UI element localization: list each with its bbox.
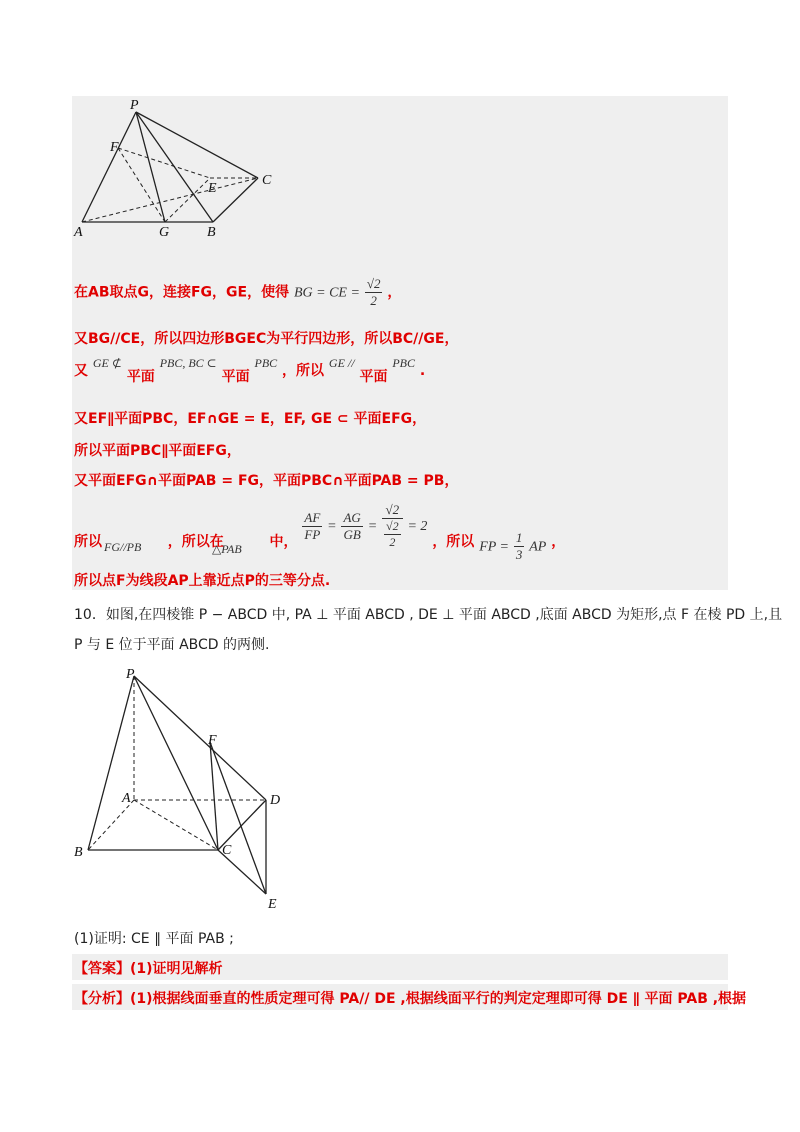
fig1-label-G: G (159, 225, 170, 240)
pyramid-figure-1 (72, 96, 332, 246)
question-part-1: (1)证明: CE ∥ 平面 PAB ; (74, 931, 234, 947)
pyramid-figure-2 (72, 664, 312, 914)
fig1-label-A: A (74, 225, 83, 240)
answer-text: 【答案】(1)证明见解析 (74, 961, 223, 977)
solution-step-6: 又平面EFG∩平面PAB = FG，平面PBC∩平面PAB = PB， (74, 473, 459, 489)
solution-step-5: 所以平面PBC∥平面EFG， (74, 443, 241, 459)
step7-sub-fg-pb: FG//PB (104, 540, 142, 554)
solution-step-4: 又EF∥平面PBC，EF∩GE = E，EF, GE ⊂ 平面EFG， (74, 411, 427, 427)
fig1-label-E: E (208, 181, 217, 196)
fig1-label-B: B (207, 225, 216, 240)
fig2-label-E: E (268, 897, 277, 912)
solution-step-3: 又 GE ⊄ 平面 PBC, BC ⊂ 平面 PBC ，所以 GE // 平面 PBC . (74, 356, 426, 385)
question-10-line-2: P 与 E 位于平面 ABCD 的两侧. (74, 637, 270, 653)
solution-step-7: 所以 ，所以在 中， $\frac{AF}{FP}$ = $\frac{AG}{GB}$ = $\frac{√2}{\frac{√2}{2}}$ = 2 ，所以 FP = $\frac{1}{3}$ AP ， (74, 502, 566, 562)
solution-step-1: 在AB取点G，连接FG，GE，使得 BG = CE = $\frac{√2}{2}$ ， (74, 276, 402, 308)
fig2-label-C: C (222, 843, 232, 858)
fig1-label-P: P (130, 98, 139, 113)
question-10-line-1: 10．如图,在四棱锥 P − ABCD 中, PA ⊥ 平面 ABCD , DE ⊥ 平面 ABCD ,底面 ABCD 为矩形,点 F 在棱 PD 上,且 (74, 607, 783, 623)
fig1-label-C: C (262, 173, 272, 188)
fig2-label-A: A (122, 791, 131, 806)
step7-sub-triangle: △PAB (212, 542, 242, 556)
fig2-label-B: B (74, 845, 83, 860)
fig2-label-P: P (126, 667, 135, 682)
solution-step-8: 所以点F为线段AP上靠近点P的三等分点. (74, 573, 331, 589)
fig2-label-F: F (208, 733, 217, 748)
analysis-text: 【分析】(1)根据线面垂直的性质定理可得 PA// DE ,根据线面平行的判定定理即可得 DE ∥ 平面 PAB ,根据 (74, 991, 747, 1007)
fig1-label-F: F (110, 140, 119, 155)
solution-step-2: 又BG//CE，所以四边形BGEC为平行四边形，所以BC//GE， (74, 331, 459, 347)
fig2-label-D: D (270, 793, 281, 808)
